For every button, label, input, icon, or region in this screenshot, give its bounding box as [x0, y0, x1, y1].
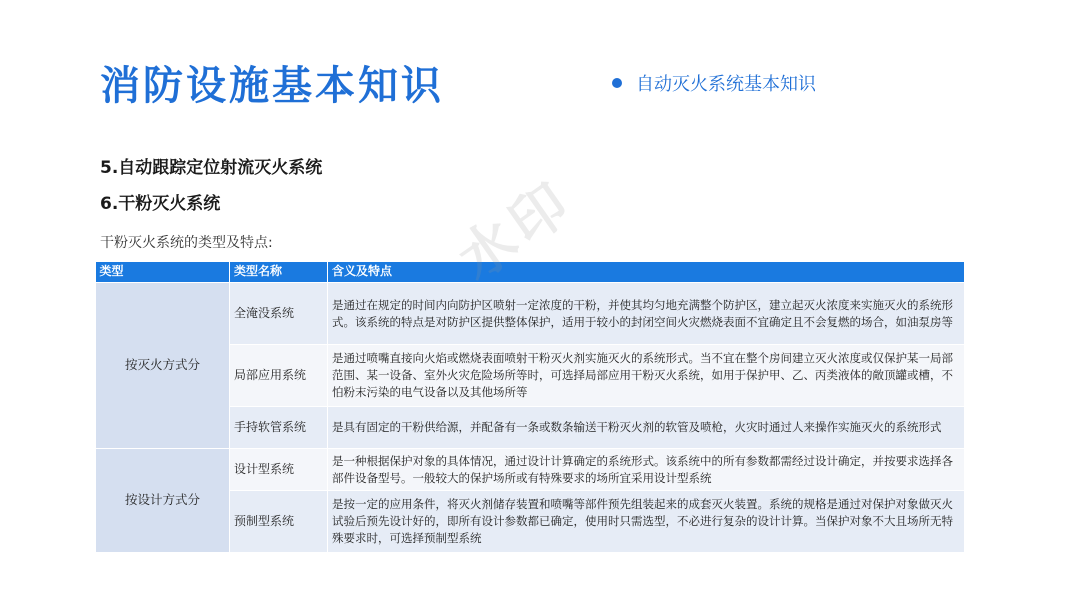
description-cell: 是通过喷嘴直接向火焰或燃烧表面喷射干粉灭火剂实施灭火的系统形式。当不宜在整个房间建立灭火浓度或仅保护某一局部范围、某一设备、室外火灾危险场所等时，可选择局部应用干粉灭火系统，如用于保护甲、乙、丙类液体的敞顶罐或槽，不怕粉末污染的电气设备以及其他场所等 — [328, 345, 965, 407]
bullet-dot-icon — [612, 78, 622, 88]
dry-powder-system-table — [95, 262, 965, 553]
section-title: 自动灭火系统基本知识 — [636, 74, 816, 95]
description-cell: 是通过在规定的时间内向防护区喷射一定浓度的干粉，并使其均匀地充满整个防护区，建立起灭火浓度来实施灭火的系统形式。该系统的特点是对防护区提供整体保护，适用于较小的封闭空间火灾燃烧表面不宜确定且不会复燃的场合，如油泵房等 — [328, 283, 965, 345]
heading-5: 5.自动跟踪定位射流灭火系统 — [100, 158, 323, 178]
description-cell: 是具有固定的干粉供给源，并配备有一条或数条输送干粉灭火剂的软管及喷枪，火灾时通过人来操作实施灭火的系统形式 — [328, 407, 965, 449]
type-name-cell: 设计型系统 — [230, 449, 328, 491]
page-title: 消防设施基本知识 — [100, 63, 444, 109]
type-name-cell: 预制型系统 — [230, 491, 328, 553]
header-type: 类型 — [96, 262, 230, 283]
heading-6: 6.干粉灭火系统 — [100, 194, 221, 214]
description-cell: 是按一定的应用条件，将灭火剂储存装置和喷嘴等部件预先组装起来的成套灭火装置。系统的规格是通过对保护对象做灭火试验后预先设计好的，即所有设计参数都已确定，使用时只需选型，不必进行复杂的设计计算。当保护对象不大且场所无特殊要求时，可选择预制型系统 — [328, 491, 965, 553]
category-cell: 按设计方式分 — [96, 449, 230, 553]
watermark: 水印 — [446, 168, 586, 294]
category-cell: 按灭火方式分 — [96, 283, 230, 449]
type-name-cell: 局部应用系统 — [230, 345, 328, 407]
type-name-cell: 手持软管系统 — [230, 407, 328, 449]
intro-text: 干粉灭火系统的类型及特点: — [100, 235, 273, 251]
header-meaning: 含义及特点 — [328, 262, 965, 283]
description-cell: 是一种根据保护对象的具体情况，通过设计计算确定的系统形式。该系统中的所有参数都需经过设计确定，并按要求选择各部件设备型号。一般较大的保护场所或有特殊要求的场所宜采用设计型系统 — [328, 449, 965, 491]
table-header-row — [96, 262, 965, 283]
table-row — [96, 283, 965, 345]
table-row — [96, 449, 965, 491]
section-indicator — [612, 70, 816, 96]
header-type-name: 类型名称 — [230, 262, 328, 283]
type-name-cell: 全淹没系统 — [230, 283, 328, 345]
